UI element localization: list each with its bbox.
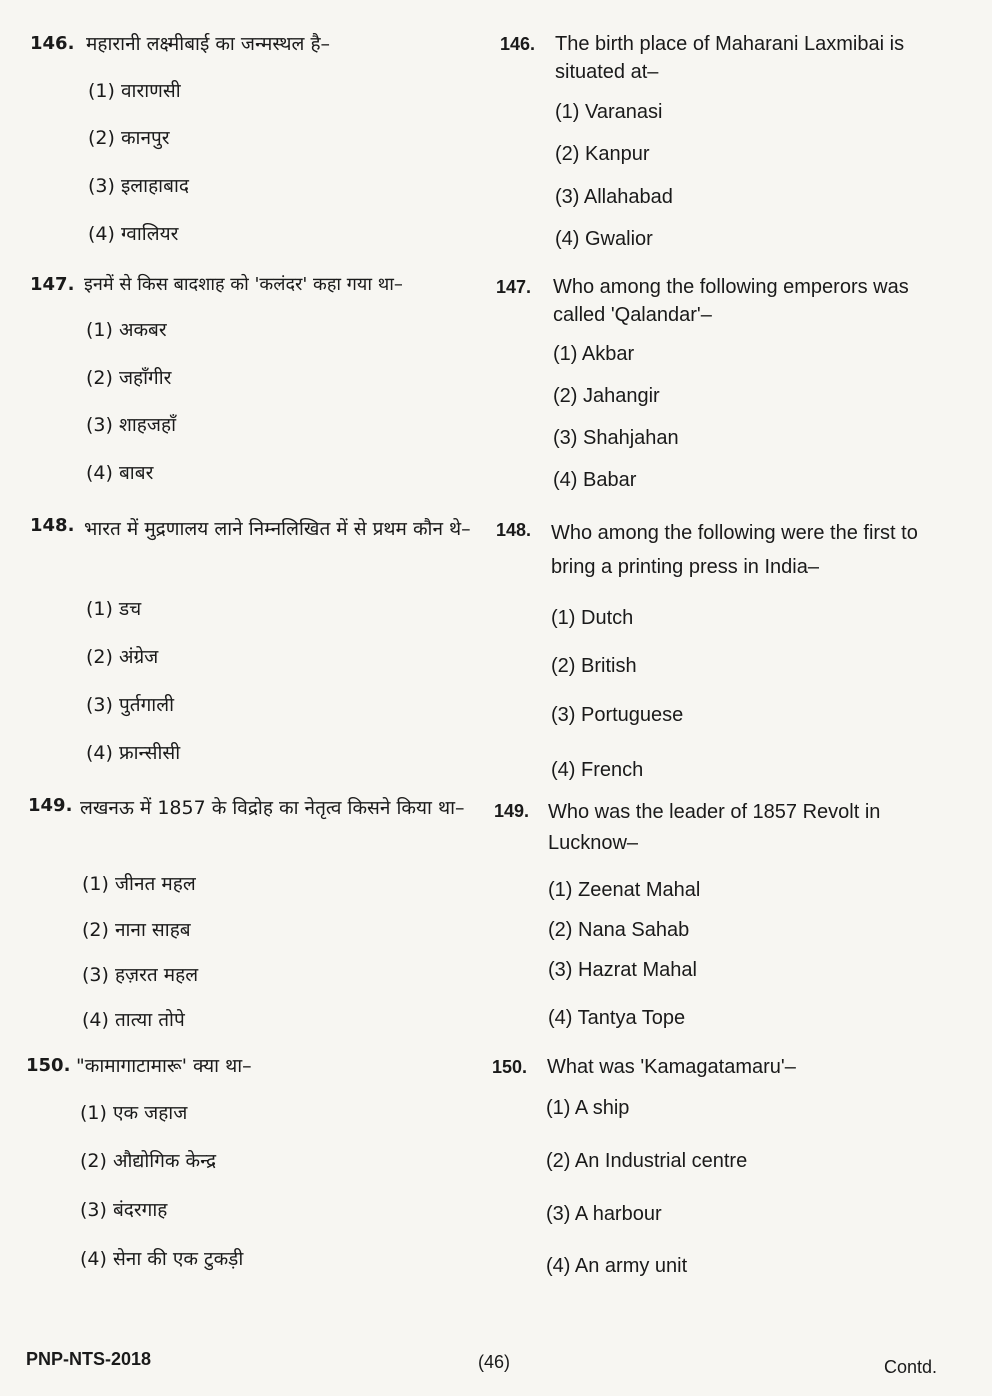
question-number: 146. [30,33,75,54]
question-number: 150. [492,1057,528,1077]
option-hindi: (2) कानपुर [88,127,170,149]
option-hindi: (3) शाहजहाँ [86,414,176,436]
option-english: (1) Akbar [553,343,635,365]
question-text: Who was the leader of 1857 Revolt in Lucknow– [548,801,881,854]
option-hindi: (3) इलाहाबाद [88,175,189,197]
option-english: (3) Shahjahan [553,427,679,449]
option-hindi: (1) अकबर [86,319,167,341]
option-english: (1) Dutch [551,607,634,629]
option-hindi: (3) हज़रत महल [82,964,199,986]
question-text: लखनऊ में 1857 के विद्रोह का नेतृत्व किसने किया था– [80,797,465,819]
question-text: महारानी लक्ष्मीबाई का जन्मस्थल है– [86,33,331,55]
option-hindi: (4) सेना की एक टुकड़ी [80,1248,244,1270]
option-english: (2) Kanpur [555,143,650,165]
question-text: इनमें से किस बादशाह को 'कलंदर' कहा गया था– [84,274,403,295]
question-text: भारत में मुद्रणालय लाने निम्नलिखित में से प्रथम कौन थे– [84,518,471,540]
option-hindi: (1) जीनत महल [82,873,196,895]
option-english: (1) A ship [546,1097,630,1119]
question-number: 147. [30,274,75,295]
option-english: (3) A harbour [546,1203,662,1225]
option-english: (4) Babar [553,469,637,491]
option-english: (4) Gwalior [555,228,653,250]
option-english: (2) Nana Sahab [548,919,690,941]
option-english: (3) Hazrat Mahal [548,959,697,981]
option-english: (3) Allahabad [555,186,673,208]
option-hindi: (2) जहाँगीर [86,367,172,389]
option-english: (2) An Industrial centre [546,1150,748,1172]
option-hindi: (1) डच [86,598,142,620]
question-number: 149. [494,801,530,821]
option-hindi: (2) नाना साहब [82,919,191,941]
option-hindi: (2) अंग्रेज [86,646,159,668]
option-hindi: (3) बंदरगाह [80,1199,168,1221]
question-text: Who among the following were the first to bring a printing press in India– [551,522,918,578]
option-english: (3) Portuguese [551,704,684,726]
question-text: Who among the following emperors was called 'Qalandar'– [553,276,909,326]
option-hindi: (3) पुर्तगाली [86,694,174,716]
page-number: (46) [478,1352,511,1372]
option-hindi: (4) ग्वालियर [88,223,179,245]
option-hindi: (1) एक जहाज [80,1102,188,1124]
question-number: 149. [28,795,73,816]
option-english: (4) French [551,759,644,781]
question-text: "कामागाटामारू' क्या था– [76,1055,252,1077]
option-english: (2) Jahangir [553,385,660,407]
option-english: (4) Tantya Tope [548,1007,686,1029]
option-english: (4) An army unit [546,1255,688,1277]
option-english: (2) British [551,655,637,677]
question-number: 146. [500,34,536,54]
option-english: (1) Varanasi [555,101,663,123]
question-number: 148. [496,520,532,540]
exam-code: PNP-NTS-2018 [26,1349,152,1369]
option-hindi: (4) फ्रान्सीसी [86,742,181,764]
option-english: (1) Zeenat Mahal [548,879,701,901]
question-number: 148. [30,515,75,536]
continued-label: Contd. [884,1357,938,1377]
option-hindi: (2) औद्योगिक केन्द्र [80,1150,217,1172]
option-hindi: (4) बाबर [86,462,154,484]
option-hindi: (4) तात्या तोपे [82,1009,185,1031]
question-number: 147. [496,277,532,297]
option-hindi: (1) वाराणसी [88,80,181,102]
question-number: 150. [26,1055,71,1076]
question-text: What was 'Kamagatamaru'– [547,1056,796,1078]
question-text: The birth place of Maharani Laxmibai is situated at– [555,33,905,83]
